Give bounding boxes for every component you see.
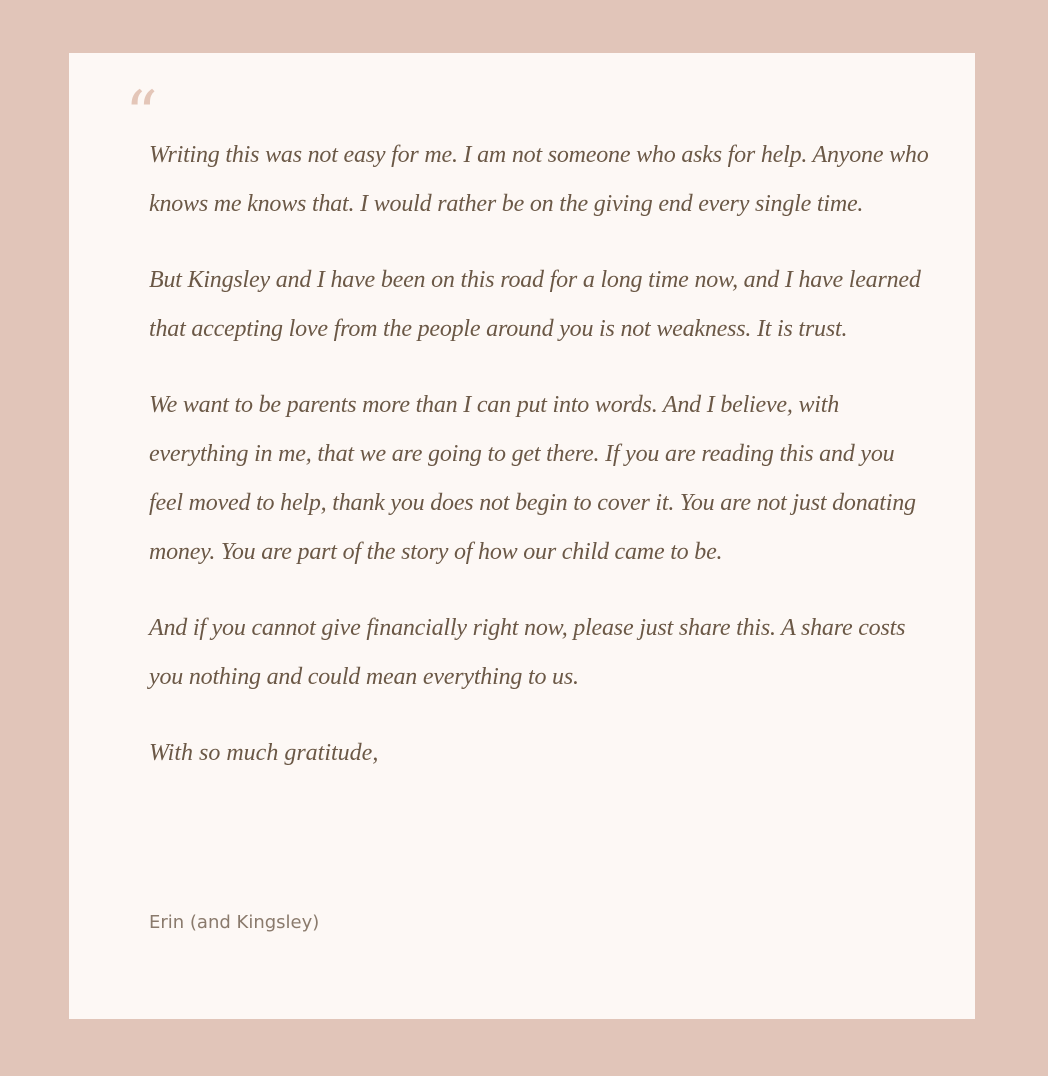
letter-paragraph-2: But Kingsley and I have been on this road for a long time now, and I have learned that accepting love from the people around you is not weakness. It is trust.: [149, 267, 921, 342]
letter-signature: Erin (and Kingsley): [149, 912, 320, 933]
letter-card: [69, 53, 975, 1019]
quote-mark-icon: “: [125, 78, 158, 152]
letter-closing: With so much gratitude,: [149, 740, 379, 766]
letter-paragraph-1: Writing this was not easy for me. I am not someone who asks for help. Anyone who knows me knows that. I would rather be on the giving end every single time.: [149, 142, 929, 217]
letter-paragraph-3: We want to be parents more than I can put into words. And I believe, with everything in me, that we are going to get there. If you are reading this and you feel moved to help, thank you does not begin to cover it. You are not just donating money. You are part of the story of how our child came to be.: [149, 392, 916, 565]
letter-body: [149, 131, 929, 778]
letter-paragraph-4: And if you cannot give financially right now, please just share this. A share costs you nothing and could mean everything to us.: [149, 615, 906, 690]
